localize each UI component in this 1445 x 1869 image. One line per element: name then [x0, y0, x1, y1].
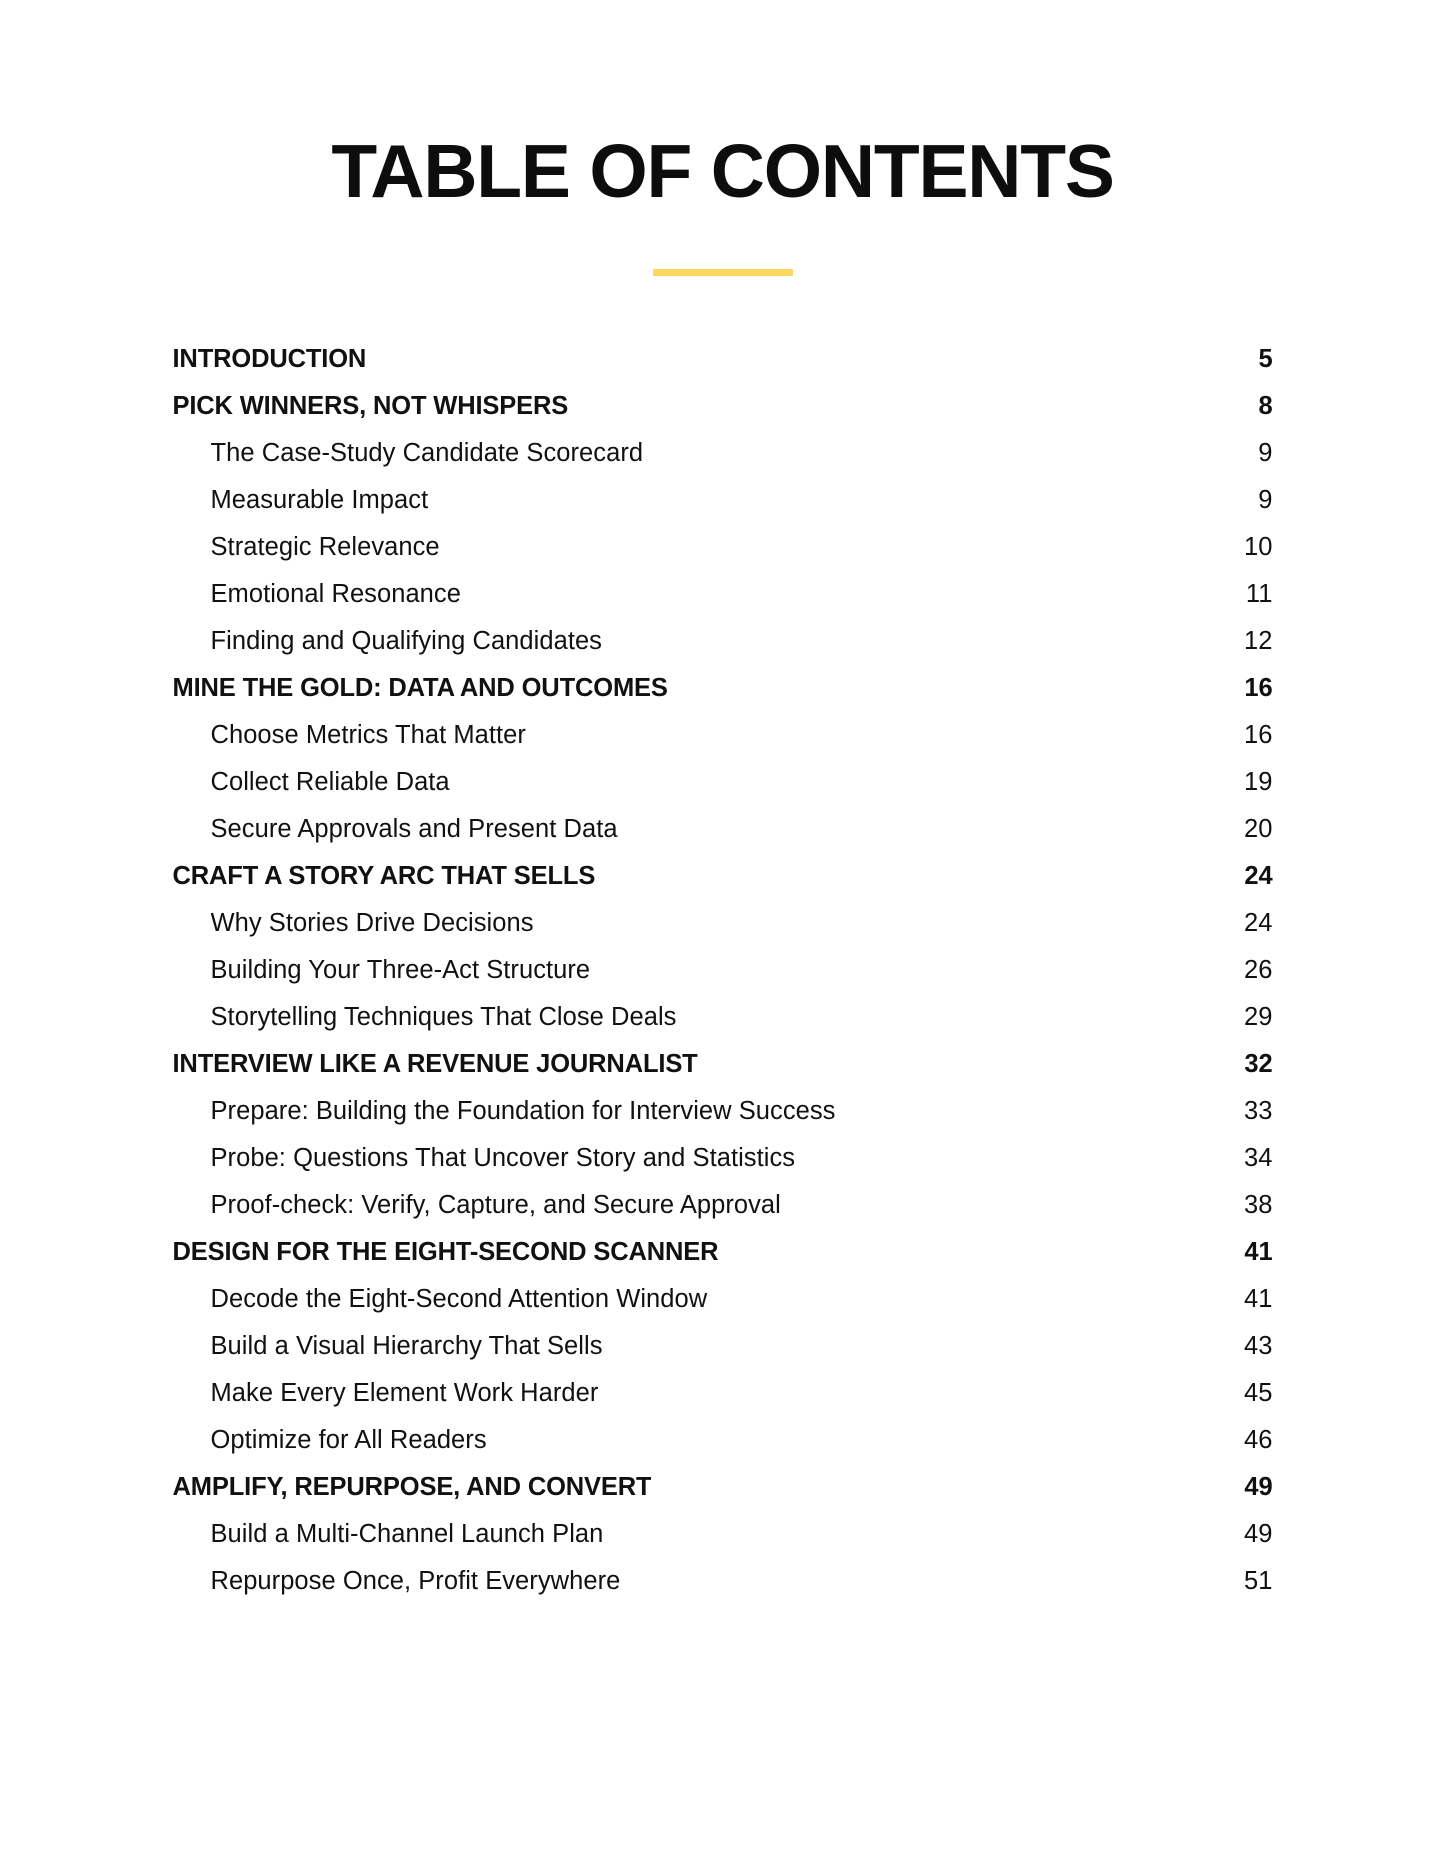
toc-entry-label: Probe: Questions That Uncover Story and Statistics: [210, 1143, 796, 1172]
toc-entry-label: Secure Approvals and Present Data: [210, 814, 618, 843]
toc-entry-label: Storytelling Techniques That Close Deals: [210, 1002, 677, 1031]
toc-entry[interactable]: [173, 430, 1273, 477]
toc-entry-page-number: 19: [1244, 767, 1273, 796]
toc-entry-page-number: 9: [1258, 438, 1273, 467]
toc-entry-page-number: 26: [1244, 955, 1273, 984]
toc-entry-page-number: 41: [1244, 1237, 1273, 1266]
toc-entry-page-number: 49: [1244, 1472, 1273, 1501]
toc-entry[interactable]: [173, 1558, 1273, 1605]
toc-entry-page-number: 29: [1244, 1002, 1273, 1031]
toc-entry[interactable]: [173, 1370, 1273, 1417]
toc-entry[interactable]: [173, 994, 1273, 1041]
toc-entry[interactable]: [173, 1182, 1273, 1229]
toc-entry[interactable]: [173, 900, 1273, 947]
title-block: [0, 0, 1445, 276]
toc-entry-page-number: 32: [1244, 1049, 1273, 1078]
toc-entry-label: Measurable Impact: [210, 485, 429, 514]
toc-entry[interactable]: [173, 336, 1273, 383]
toc-entry-page-number: 16: [1244, 673, 1273, 702]
toc-entry-label: Repurpose Once, Profit Everywhere: [210, 1566, 621, 1595]
toc-entry-label: MINE THE GOLD: DATA AND OUTCOMES: [172, 673, 668, 702]
toc-entry[interactable]: [173, 477, 1273, 524]
toc-entry-page-number: 34: [1244, 1143, 1273, 1172]
toc-entry-page-number: 5: [1258, 344, 1273, 373]
toc-entry[interactable]: [173, 571, 1273, 618]
toc-entry[interactable]: [173, 853, 1273, 900]
toc-entry-label: Building Your Three-Act Structure: [210, 955, 591, 984]
toc-entry-label: Choose Metrics That Matter: [210, 720, 526, 749]
toc-entry[interactable]: [173, 806, 1273, 853]
toc-entry-label: The Case-Study Candidate Scorecard: [210, 438, 644, 467]
toc-entry[interactable]: [173, 1323, 1273, 1370]
toc-entry-label: Strategic Relevance: [210, 532, 440, 561]
toc-entry-label: PICK WINNERS, NOT WHISPERS: [172, 391, 569, 420]
toc-entry-label: CRAFT A STORY ARC THAT SELLS: [172, 861, 596, 890]
toc-entry-page-number: 12: [1244, 626, 1273, 655]
toc-entry-page-number: 8: [1258, 391, 1273, 420]
accent-divider: [653, 269, 793, 276]
toc-entry[interactable]: [173, 1276, 1273, 1323]
toc-entry-page-number: 41: [1244, 1284, 1273, 1313]
toc-entry-label: DESIGN FOR THE EIGHT-SECOND SCANNER: [172, 1237, 719, 1266]
toc-entry-label: INTERVIEW LIKE A REVENUE JOURNALIST: [172, 1049, 698, 1078]
toc-entry-label: Finding and Qualifying Candidates: [210, 626, 602, 655]
toc-entry-label: Emotional Resonance: [210, 579, 461, 608]
title-divider-wrap: [0, 269, 1445, 276]
toc-entry[interactable]: [173, 1229, 1273, 1276]
toc-entry[interactable]: [173, 1041, 1273, 1088]
toc-entry-page-number: 16: [1244, 720, 1273, 749]
toc-entry[interactable]: [173, 1464, 1273, 1511]
toc-entry-label: INTRODUCTION: [172, 344, 367, 373]
toc-entry-label: Prepare: Building the Foundation for Interview Success: [210, 1096, 836, 1125]
toc-entry-page-number: 38: [1244, 1190, 1273, 1219]
toc-entry-label: Make Every Element Work Harder: [210, 1378, 599, 1407]
toc-entry-label: Proof-check: Verify, Capture, and Secure Approval: [210, 1190, 781, 1219]
toc-entry-page-number: 45: [1244, 1378, 1273, 1407]
toc-entry[interactable]: [173, 947, 1273, 994]
page-title: TABLE OF CONTENTS: [331, 129, 1114, 213]
toc-entry-page-number: 20: [1244, 814, 1273, 843]
toc-entry-page-number: 46: [1244, 1425, 1273, 1454]
toc-entry-label: Collect Reliable Data: [210, 767, 450, 796]
toc-entry-page-number: 24: [1244, 861, 1273, 890]
toc-entry-page-number: 43: [1244, 1331, 1273, 1360]
toc-entry-page-number: 10: [1244, 532, 1273, 561]
toc-entry-page-number: 49: [1244, 1519, 1273, 1548]
toc-entry-label: Build a Multi-Channel Launch Plan: [210, 1519, 604, 1548]
toc-entry[interactable]: [173, 1417, 1273, 1464]
toc-entry[interactable]: [173, 618, 1273, 665]
toc-entry-label: Why Stories Drive Decisions: [210, 908, 534, 937]
toc-entry-page-number: 9: [1258, 485, 1273, 514]
toc-entry-page-number: 11: [1245, 579, 1273, 608]
toc-entry-label: Optimize for All Readers: [210, 1425, 487, 1454]
toc-entry[interactable]: [173, 665, 1273, 712]
toc-entry[interactable]: [173, 383, 1273, 430]
toc-entry[interactable]: [173, 712, 1273, 759]
toc-list: [173, 336, 1273, 1605]
toc-entry[interactable]: [173, 1135, 1273, 1182]
toc-entry[interactable]: [173, 759, 1273, 806]
toc-entry-page-number: 24: [1244, 908, 1273, 937]
toc-entry-label: Build a Visual Hierarchy That Sells: [210, 1331, 603, 1360]
toc-entry[interactable]: [173, 524, 1273, 571]
toc-entry-page-number: 33: [1244, 1096, 1273, 1125]
toc-entry[interactable]: [173, 1511, 1273, 1558]
toc-entry-label: AMPLIFY, REPURPOSE, AND CONVERT: [172, 1472, 652, 1501]
toc-entry-page-number: 51: [1244, 1566, 1273, 1595]
toc-entry[interactable]: [173, 1088, 1273, 1135]
toc-entry-label: Decode the Eight-Second Attention Window: [210, 1284, 708, 1313]
